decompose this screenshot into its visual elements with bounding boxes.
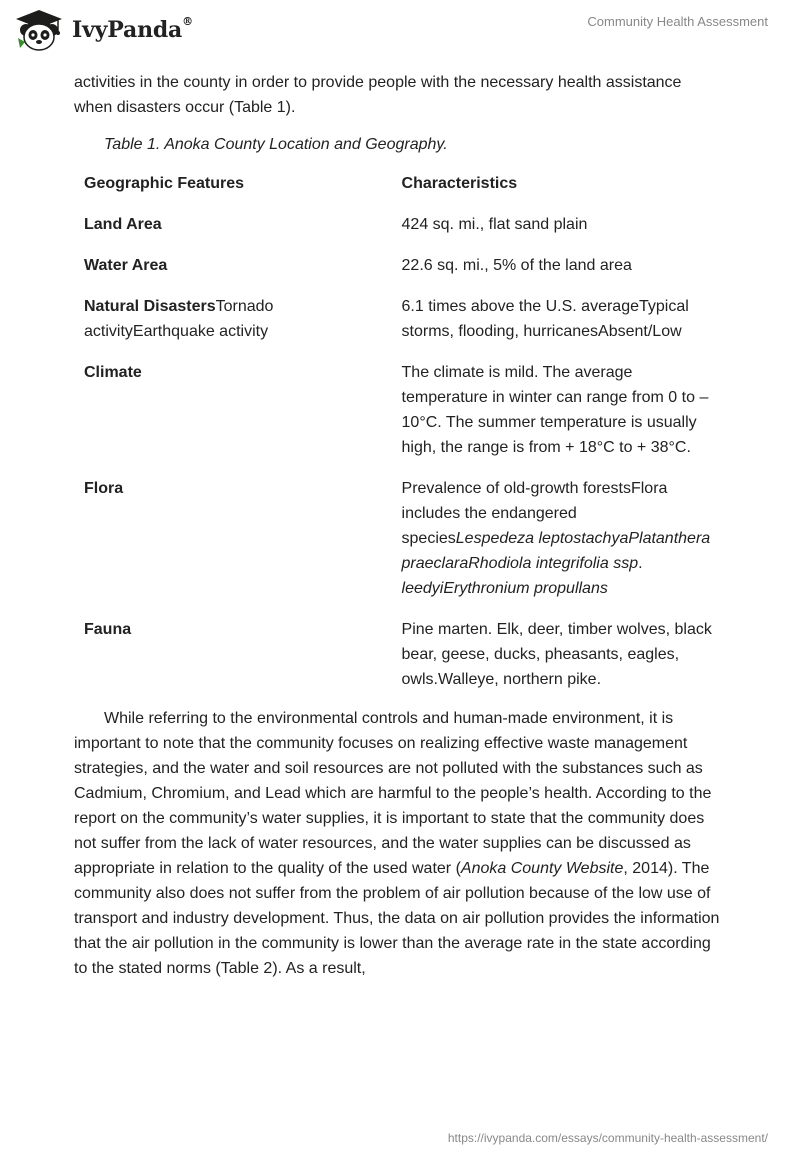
feature-water-area: Water Area [84,257,168,274]
citation-anoka-county-website: Anoka County Website [460,860,624,877]
table-header-row [72,163,724,204]
geography-table [72,163,724,700]
value-flora: Prevalence of old-growth forestsFlora includes the endangered speciesLespedeza leptostachyaPlatanthera praeclaraRhodiola integrifolia ssp. leedyiErythronium propullans [401,480,711,597]
value-fauna: Pine marten. Elk, deer, timber wolves, black bear, geese, ducks, pheasants, eagles, owls.Walleye, northern pike. [401,621,712,688]
value-climate: The climate is mild. The average temperature in winter can range from 0 to – 10°C. The summer temperature is usually high, the range is from + 18°C to + 38°C. [401,364,709,456]
table-row-climate [72,352,724,468]
value-land-area: 424 sq. mi., flat sand plain [401,216,588,233]
body-paragraph: While referring to the environmental controls and human-made environment, it is important to note that the community focuses on realizing effective waste management strategies, and the water and soil resources are not polluted with the substances such as Cadmium, Chromium, and Lead which are harmful to the people’s health. According to the report on the community’s water supplies, it is important to state that the community does not suffer from the lack of water resources, and the water supplies can be discussed as appropriate in relation to the quality of the used water (Anoka County Website, 2014). The community also does not suffer from the problem of air pollution because of the low use of transport and industry development. Thus, the data on air pollution provides the information that the air pollution in the community is lower than the average rate in the state according to the stated norms (Table 2). As a result, [74,710,720,977]
table-row-flora [72,468,724,609]
brand-name: IvyPanda® [72,14,193,43]
feature-flora: Flora [84,480,124,497]
source-url[interactable]: https://ivypanda.com/essays/community-health-assessment/ [447,1131,768,1145]
value-natural-disasters: 6.1 times above the U.S. averageTypical storms, flooding, hurricanesAbsent/Low [401,298,689,340]
ivypanda-logo[interactable] [14,8,193,52]
table-row-water-area [72,245,724,286]
document-body [74,70,724,981]
feature-natural-disasters-detail: Tornado activityEarthquake activity [84,298,274,340]
feature-climate: Climate [84,364,142,381]
table-row-land-area [72,204,724,245]
running-title: Community Health Assessment [587,14,768,29]
table-caption: Table 1. Anoka County Location and Geography. [104,136,448,153]
panda-mascot-icon [14,8,64,52]
feature-fauna: Fauna [84,621,132,638]
feature-natural-disasters: Natural Disasters [84,298,216,315]
table-row-natural-disasters [72,286,724,352]
header-characteristics: Characteristics [401,175,518,192]
page-header [0,0,800,64]
table-row-fauna [72,609,724,700]
value-water-area: 22.6 sq. mi., 5% of the land area [401,257,632,274]
header-geographic-features: Geographic Features [84,175,245,192]
intro-paragraph: activities in the county in order to provide people with the necessary health assistance when disasters occur (Table 1). [74,74,682,116]
feature-land-area: Land Area [84,216,162,233]
